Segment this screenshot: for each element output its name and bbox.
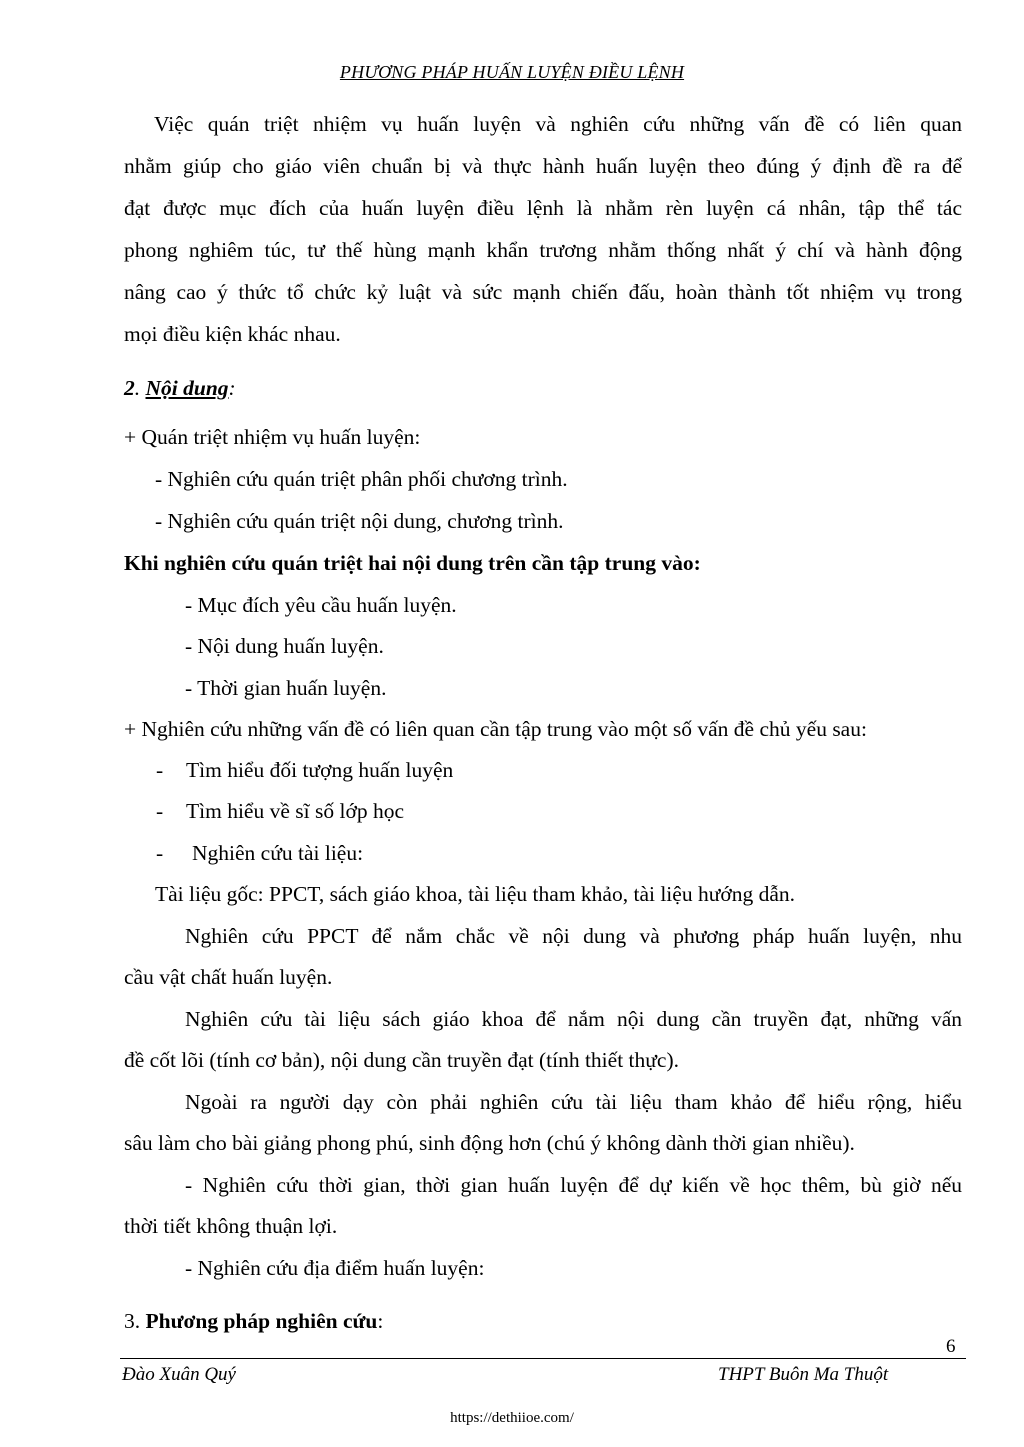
section-3-heading: [124, 1307, 383, 1335]
para-place: - Nghiên cứu địa điểm huấn luyện:: [185, 1256, 485, 1280]
intro-line-4: phong nghiêm túc, tư thế hùng mạnh khẩn trương nhằm thống nhất ý chí và hành động: [124, 238, 962, 262]
section-2-separator: .: [134, 376, 146, 400]
para-ppct-line-1: Nghiên cứu PPCT để nắm chắc về nội dung và phương pháp huấn luyện, nhu: [185, 924, 962, 948]
section-2-title: Nội dung: [145, 376, 229, 400]
related-item-1-text: Tìm hiểu đối tượng huấn luyện: [186, 758, 454, 782]
intro-line-6: mọi điều kiện khác nhau.: [124, 322, 341, 346]
section-3-number: 3.: [124, 1309, 146, 1333]
task-item-2: - Nghiên cứu quán triệt nội dung, chương trình.: [155, 509, 564, 533]
para-ppct-line-2: cầu vật chất huấn luyện.: [124, 965, 333, 989]
para-extra-line-1: Ngoài ra người dạy còn phải nghiên cứu tài liệu tham khảo để hiểu rộng, hiểu: [185, 1090, 962, 1114]
related-item-3-dash: -: [156, 841, 164, 865]
footer-author: Đào Xuân Quý: [122, 1364, 236, 1385]
footer-school: THPT Buôn Ma Thuột: [718, 1364, 889, 1385]
source-url: https://dethiioe.com/: [450, 1410, 574, 1426]
intro-line-2: nhằm giúp cho giáo viên chuẩn bị và thực hành huấn luyện theo đúng ý định đề ra để: [124, 154, 962, 178]
task-item-1: - Nghiên cứu quán triệt phân phối chương trình.: [155, 467, 568, 491]
related-item-2-text: Tìm hiểu về sĩ số lớp học: [186, 799, 404, 823]
section-2-heading: [124, 374, 236, 402]
related-item-1-dash: -: [156, 758, 164, 782]
related-heading: + Nghiên cứu những vấn đề có liên quan cần tập trung vào một số vấn đề chủ yếu sau:: [124, 717, 867, 741]
page-header: PHƯƠNG PHÁP HUẤN LUYỆN ĐIỀU LỆNH: [339, 62, 685, 82]
intro-line-5: nâng cao ý thức tổ chức kỷ luật và sức mạnh chiến đấu, hoàn thành tốt nhiệm vụ trong: [124, 280, 962, 304]
para-time-line-2: thời tiết không thuận lợi.: [124, 1214, 338, 1238]
docs-line: Tài liệu gốc: PPCT, sách giáo khoa, tài liệu tham khảo, tài liệu hướng dẫn.: [155, 882, 796, 906]
related-item-3-text: Nghiên cứu tài liệu:: [192, 841, 364, 865]
focus-item-3: - Thời gian huấn luyện.: [185, 676, 387, 700]
intro-line-1: Việc quán triệt nhiệm vụ huấn luyện và nghiên cứu những vấn đề có liên quan: [154, 112, 962, 136]
focus-heading: Khi nghiên cứu quán triệt hai nội dung trên cần tập trung vào:: [124, 551, 701, 575]
para-time-line-1: - Nghiên cứu thời gian, thời gian huấn luyện để dự kiến về học thêm, bù giờ nếu: [185, 1173, 962, 1197]
para-extra-line-2: sâu làm cho bài giảng phong phú, sinh động hơn (chú ý không dành thời gian nhiều).: [124, 1131, 855, 1155]
para-textbook-line-2: đề cốt lõi (tính cơ bản), nội dung cần truyền đạt (tính thiết thực).: [124, 1048, 680, 1072]
section-3-colon: :: [377, 1309, 384, 1333]
page-number: 6: [946, 1336, 956, 1357]
related-item-2-dash: -: [156, 799, 164, 823]
para-textbook-line-1: Nghiên cứu tài liệu sách giáo khoa để nắm nội dung cần truyền đạt, những vấn: [185, 1007, 962, 1031]
footer-divider: [120, 1358, 966, 1359]
section-2-number: 2: [124, 376, 135, 400]
section-3-title: Phương pháp nghiên cứu: [145, 1309, 378, 1333]
task-heading: + Quán triệt nhiệm vụ huấn luyện:: [124, 425, 421, 449]
section-2-colon: :: [228, 376, 236, 400]
focus-item-2: - Nội dung huấn luyện.: [185, 634, 384, 658]
focus-item-1: - Mục đích yêu cầu huấn luyện.: [185, 593, 457, 617]
intro-line-3: đạt được mục đích của huấn luyện điều lệnh là nhằm rèn luyện cá nhân, tập thể tác: [124, 196, 962, 220]
